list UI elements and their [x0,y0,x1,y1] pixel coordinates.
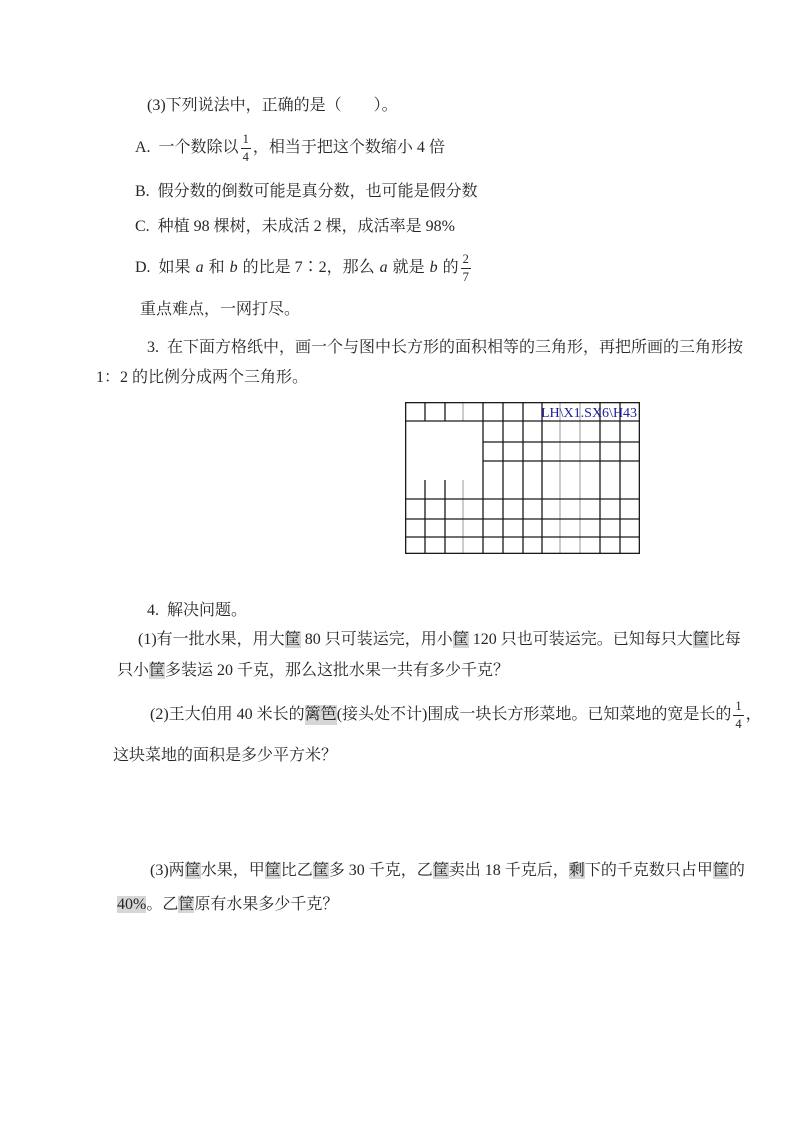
q43-line1: (3)两筐水果，甲筐比乙筐多 30 千克，乙筐卖出 18 千克后，剩下的千克数只占甲筐的 [150,862,745,879]
q41-line1: (1)有一批水果，用大筐 80 只可装运完，用小筐 120 只也可装运完。已知每只大筐比每 [138,631,741,648]
fraction: $\frac{1}{4}$ [735,699,742,731]
q42-line1: (2)王大伯用 40 米长的 篱笆 (接头处不计)围成一块长方形菜地。已知菜地的宽是长的 $\frac{1}{4}$ ， [150,699,762,731]
q43-line2: 40%。乙筐原有水果多少千克？ [117,896,339,913]
option-b: B. 假分数的倒数可能是真分数，也可能是假分数 [135,183,478,200]
q41-line2: 只小筐多装运 20 千克，那么这批水果一共有多少千克？ [117,662,510,679]
option-d: D. 如果 a 和 b 的比是 7∶2，那么 a 就是 b 的 $\frac{2}{7}$ [135,252,469,284]
option-a: A. 一个数除以 $\frac{1}{4}$ ，相当于把这个数缩小 4 倍 [135,132,445,164]
note-line: 重点难点，一网打尽。 [140,301,301,318]
q4-header: 4. 解决问题。 [147,602,248,619]
grid-figure-svg [405,402,640,555]
q3-line2: 1：2 的比例分成两个三角形。 [96,369,309,386]
grid-watermark-text: LH\X1.SX6\H43 [541,406,638,421]
grid-figure [405,402,640,555]
option-c: C. 种植 98 棵树，未成活 2 棵，成活率是 98% [135,218,456,235]
fraction: $\frac{1}{4}$ [242,132,249,164]
q42-line2: 这块菜地的面积是多少平方米？ [113,747,338,764]
q3-line1: 3. 在下面方格纸中，画一个与图中长方形的面积相等的三角形，再把所画的三角形按 [147,339,744,356]
q3-choice-header: (3)下列说法中，正确的是（ ）。 [147,97,398,114]
fraction: $\frac{2}{7}$ [462,252,469,284]
